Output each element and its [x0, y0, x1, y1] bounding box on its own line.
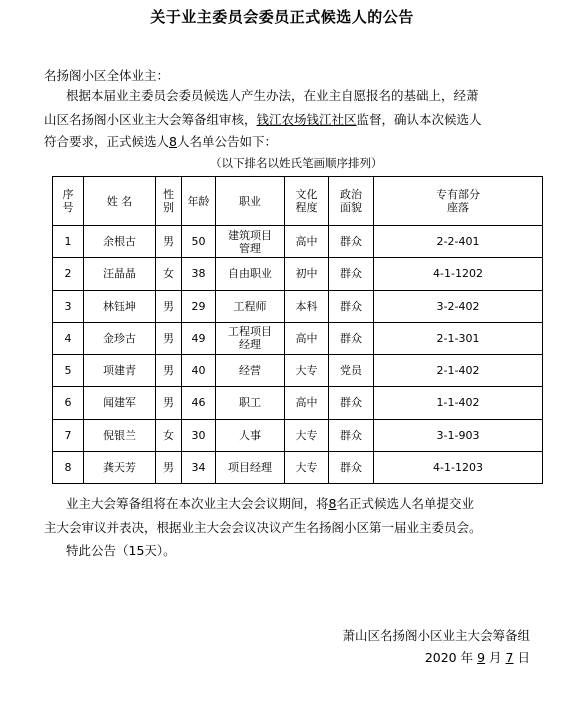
- cell-edu: 本科: [285, 290, 329, 322]
- cell-age: 46: [182, 387, 216, 419]
- header-job: 职业: [216, 177, 285, 226]
- cell-seq: 1: [53, 226, 84, 258]
- candidate-count: 8: [169, 134, 177, 149]
- cell-name: 余根古: [84, 226, 156, 258]
- cell-job: 经营: [216, 355, 285, 387]
- header-seq: 序号: [53, 177, 84, 226]
- paragraph-1-line-2-b: 监督，确认本次候选人: [356, 112, 482, 127]
- cell-political: 群众: [329, 290, 374, 322]
- table-row: [53, 419, 543, 451]
- cell-gender: 男: [156, 226, 182, 258]
- notice-title: 关于业主委员会委员正式候选人的公告: [150, 8, 414, 26]
- cell-seq: 2: [53, 258, 84, 290]
- table-row: [53, 355, 543, 387]
- cell-job: 建筑项目管理: [216, 226, 285, 258]
- cell-seq: 6: [53, 387, 84, 419]
- cell-edu: 大专: [285, 451, 329, 483]
- candidate-table: [52, 176, 543, 484]
- paragraph-1-line-1: 根据本届业主委员会委员候选人产生办法，在业主自愿报名的基础上，经萧: [66, 88, 479, 103]
- date-day: 7: [505, 650, 514, 665]
- cell-political: 群众: [329, 419, 374, 451]
- cell-job: 人事: [216, 419, 285, 451]
- header-political: 政治面貌: [329, 177, 374, 226]
- signature-org: 萧山区名扬阁小区业主大会筹备组: [342, 628, 530, 643]
- header-unit: 专有部分座落: [374, 177, 543, 226]
- paragraph-1-line-3-b: 人名单公告如下：: [176, 134, 277, 149]
- cell-unit: 3-1-903: [374, 419, 543, 451]
- cell-gender: 女: [156, 419, 182, 451]
- cell-job: 工程项目经理: [216, 322, 285, 354]
- cell-job: 自由职业: [216, 258, 285, 290]
- cell-name: 汪晶晶: [84, 258, 156, 290]
- cell-name: 金珍古: [84, 322, 156, 354]
- table-row: [53, 258, 543, 290]
- salutation: 名扬阁小区全体业主：: [44, 68, 170, 83]
- cell-unit: 4-1-1203: [374, 451, 543, 483]
- cell-name: 倪银兰: [84, 419, 156, 451]
- cell-seq: 8: [53, 451, 84, 483]
- date-year: 2020: [424, 650, 457, 665]
- header-edu: 文化程度: [285, 177, 329, 226]
- cell-job: 工程师: [216, 290, 285, 322]
- cell-edu: 大专: [285, 355, 329, 387]
- submitted-count: 8: [328, 496, 337, 511]
- signature-date: 2020 年 9 月 7 日: [424, 650, 530, 665]
- cell-seq: 4: [53, 322, 84, 354]
- cell-edu: 高中: [285, 226, 329, 258]
- cell-age: 29: [182, 290, 216, 322]
- supervisor-community: 钱江农场钱江社区: [256, 112, 357, 127]
- cell-edu: 高中: [285, 387, 329, 419]
- cell-political: 党员: [329, 355, 374, 387]
- paragraph-1-line-3-a: 符合要求，正式候选人: [44, 134, 170, 149]
- cell-unit: 2-1-402: [374, 355, 543, 387]
- cell-political: 群众: [329, 226, 374, 258]
- cell-seq: 5: [53, 355, 84, 387]
- cell-age: 50: [182, 226, 216, 258]
- cell-job: 项目经理: [216, 451, 285, 483]
- cell-age: 49: [182, 322, 216, 354]
- cell-name: 龚天芳: [84, 451, 156, 483]
- cell-unit: 3-2-402: [374, 290, 543, 322]
- cell-seq: 3: [53, 290, 84, 322]
- header-gender: 性别: [156, 177, 182, 226]
- cell-edu: 初中: [285, 258, 329, 290]
- table-row: [53, 387, 543, 419]
- cell-gender: 男: [156, 355, 182, 387]
- cell-edu: 大专: [285, 419, 329, 451]
- paragraph-2-line-1-b: 名正式候选人名单提交业: [336, 496, 474, 511]
- paragraph-1-line-2-a: 山区名扬阁小区业主大会筹备组审核，: [44, 112, 257, 127]
- paragraph-2-line-1-a: 业主大会筹备组将在本次业主大会会议期间，将: [66, 496, 329, 511]
- header-name: 姓 名: [84, 177, 156, 226]
- paragraph-2-line-2: 主大会审议并表决，根据业主大会会议决议产生名扬阁小区第一届业主委员会。: [44, 520, 482, 535]
- cell-age: 38: [182, 258, 216, 290]
- paragraph-2-line-1: [66, 494, 474, 513]
- header-age: 年龄: [182, 177, 216, 226]
- paragraph-1-line-2: [44, 110, 482, 129]
- order-note: （以下排名以姓氏笔画顺序排列）: [210, 156, 383, 170]
- cell-political: 群众: [329, 322, 374, 354]
- cell-political: 群众: [329, 258, 374, 290]
- cell-unit: 1-1-402: [374, 387, 543, 419]
- notice-period: 特此公告（15天）。: [66, 543, 176, 558]
- table-row: [53, 226, 543, 258]
- table-row: [53, 322, 543, 354]
- cell-name: 闻建军: [84, 387, 156, 419]
- cell-age: 40: [182, 355, 216, 387]
- cell-unit: 2-2-401: [374, 226, 543, 258]
- paragraph-1-line-3: [44, 132, 277, 151]
- cell-name: 林钰坤: [84, 290, 156, 322]
- cell-gender: 男: [156, 322, 182, 354]
- table-row: [53, 290, 543, 322]
- cell-political: 群众: [329, 451, 374, 483]
- cell-gender: 男: [156, 451, 182, 483]
- cell-political: 群众: [329, 387, 374, 419]
- cell-gender: 男: [156, 387, 182, 419]
- table-header-row: [53, 177, 543, 226]
- cell-seq: 7: [53, 419, 84, 451]
- cell-name: 项建青: [84, 355, 156, 387]
- cell-gender: 女: [156, 258, 182, 290]
- cell-unit: 2-1-301: [374, 322, 543, 354]
- cell-age: 34: [182, 451, 216, 483]
- cell-age: 30: [182, 419, 216, 451]
- cell-unit: 4-1-1202: [374, 258, 543, 290]
- cell-job: 职工: [216, 387, 285, 419]
- cell-edu: 高中: [285, 322, 329, 354]
- table-row: [53, 451, 543, 483]
- cell-gender: 男: [156, 290, 182, 322]
- date-month: 9: [477, 650, 486, 665]
